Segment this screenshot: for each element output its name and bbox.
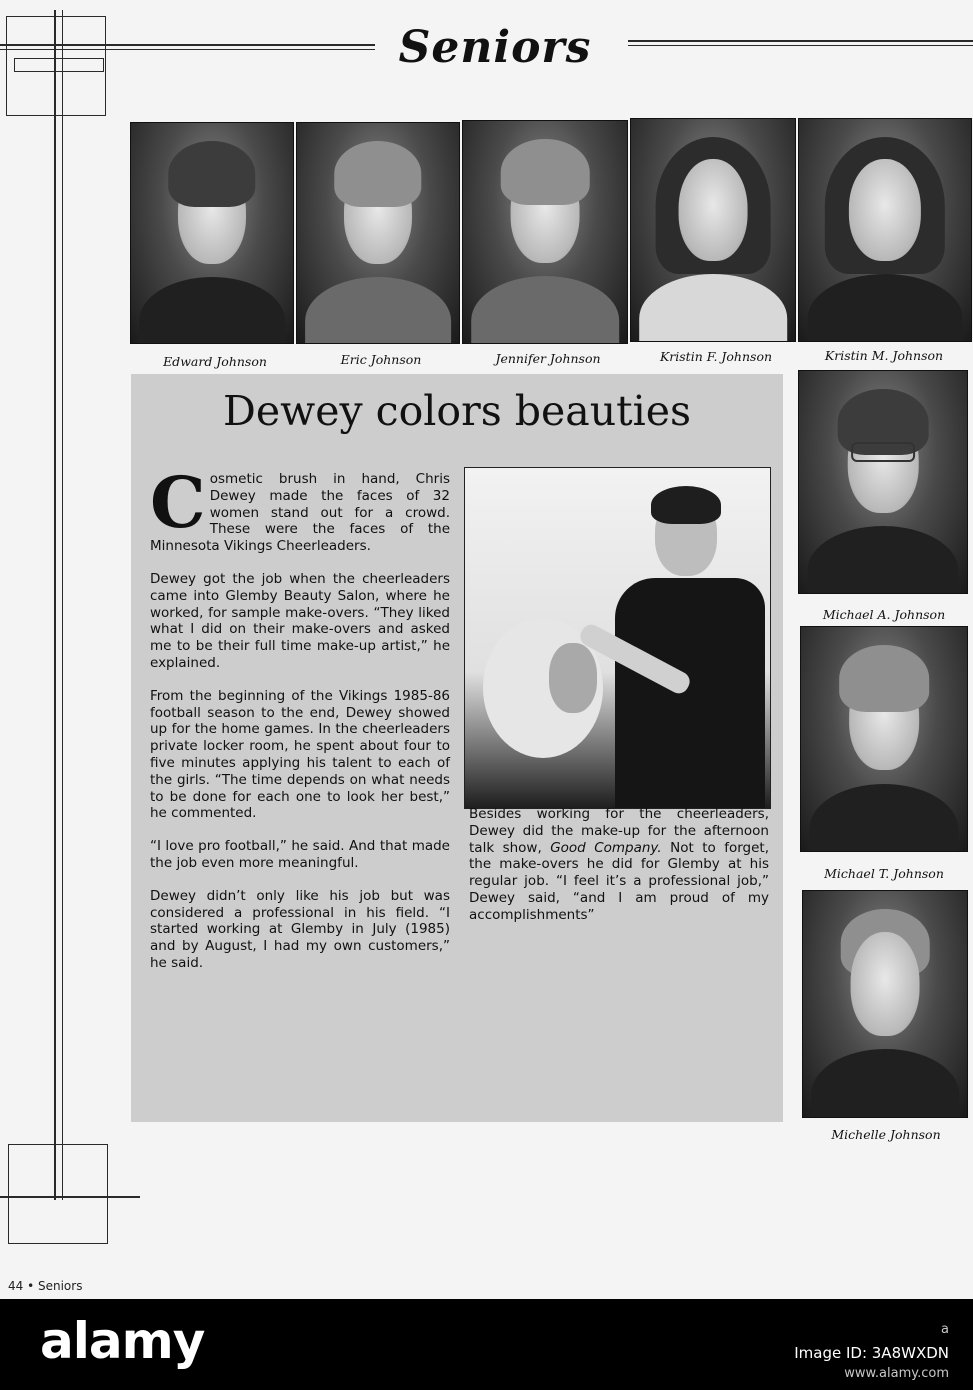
story-paragraph-5: Dewey didn’t only like his job but was considered a professional in his field. “I started working at Glemby in July (1985) and by August, I had my own customers,” he said.	[150, 887, 450, 971]
story-headline: Dewey colors beauties	[222, 387, 692, 435]
header-rule-right-thin	[628, 45, 973, 46]
watermark-url: www.alamy.com	[844, 1366, 949, 1381]
frame-corner-square-top-inner	[14, 58, 104, 72]
portrait-kristin-f-johnson	[630, 118, 796, 342]
portrait-eric-johnson	[296, 122, 460, 344]
section-title: Seniors	[398, 22, 592, 73]
header-rule-right	[628, 40, 973, 42]
caption-eric-johnson: Eric Johnson	[340, 352, 422, 367]
story-column-left	[150, 461, 450, 988]
story-paragraph-6: Besides working for the cheerleaders, Dewey did the make-up for the afternoon talk show, Good Company. Not to forget, the make-overs he did for Glemby at his regular job. “I feel it’s a professional job,” Dewey said, “and I am proud of my accomplishments”	[469, 806, 769, 923]
frame-corner-square-bottom	[8, 1144, 108, 1244]
page-number: 44 • Seniors	[8, 1279, 83, 1293]
drop-cap: C	[150, 461, 206, 544]
caption-michael-t-johnson: Michael T. Johnson	[824, 866, 944, 881]
portrait-kristin-m-johnson	[798, 118, 972, 342]
caption-michael-a-johnson: Michael A. Johnson	[822, 607, 946, 622]
caption-kristin-m-johnson: Kristin M. Johnson	[824, 348, 944, 363]
story-paragraph-3: From the beginning of the Vikings 1985-86 football season to the end, Dewey showed up for the home games. In the cheerleaders private locker room, he spent about four to five minutes applying his talent to each of the girls. “The time depends on what needs to be done for each one to look her best,” he commented.	[150, 687, 450, 822]
watermark-logo: alamy	[40, 1312, 205, 1370]
portrait-michael-t-johnson	[800, 626, 968, 852]
frame-left-vertical	[54, 10, 56, 1200]
portrait-michelle-johnson	[802, 890, 968, 1118]
watermark-line-a: a	[941, 1322, 949, 1337]
story-column-right	[469, 806, 769, 940]
portrait-jennifer-johnson	[462, 120, 628, 344]
caption-kristin-f-johnson: Kristin F. Johnson	[659, 349, 773, 364]
caption-jennifer-johnson: Jennifer Johnson	[495, 351, 601, 366]
footer-rule	[0, 1196, 140, 1198]
article-photo-makeup-artist	[464, 467, 771, 809]
portrait-edward-johnson	[130, 122, 294, 344]
caption-michelle-johnson: Michelle Johnson	[831, 1127, 941, 1142]
portrait-michael-a-johnson	[798, 370, 968, 594]
story-paragraph-1: Cosmetic brush in hand, Chris Dewey made the faces of 32 women stand out for a crowd. These were the faces of the Minnesota Vikings Cheerleaders.	[150, 461, 450, 555]
caption-edward-johnson: Edward Johnson	[163, 354, 267, 369]
show-title: Good Company.	[550, 839, 662, 856]
frame-left-vertical-2	[62, 10, 63, 1200]
story-paragraph-4: “I love pro football,” he said. And that made the job even more meaningful.	[150, 838, 450, 871]
watermark-image-id: Image ID: 3A8WXDN	[794, 1344, 949, 1362]
story-paragraph-2: Dewey got the job when the cheerleaders came into Glemby Beauty Salon, where he worked, for sample make-overs. “They liked what I did on their make-overs and asked me to be their full time make-up artist,” he explained.	[150, 570, 450, 671]
